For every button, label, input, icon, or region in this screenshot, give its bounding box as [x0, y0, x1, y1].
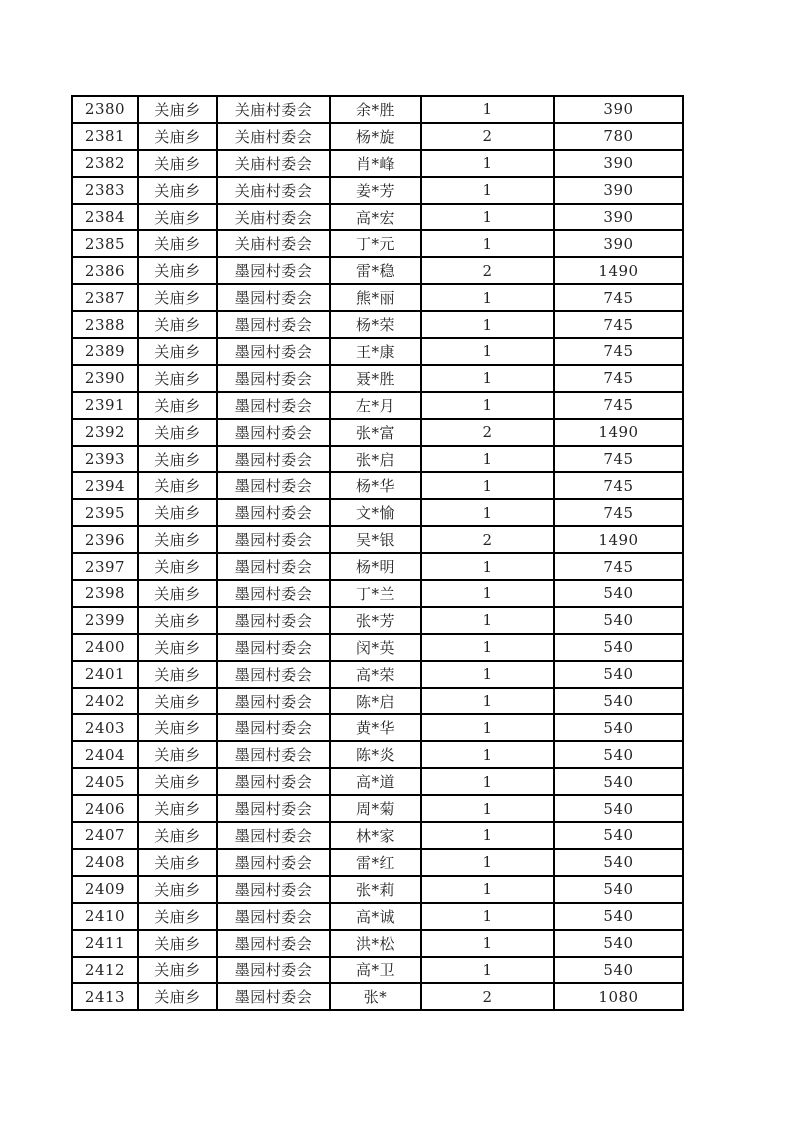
- cell-township: 关庙乡: [138, 446, 217, 473]
- cell-person-name: 高*宏: [330, 204, 421, 231]
- cell-serial: 2409: [72, 876, 138, 903]
- cell-township: 关庙乡: [138, 930, 217, 957]
- cell-amount: 540: [554, 795, 683, 822]
- cell-township: 关庙乡: [138, 230, 217, 257]
- table-row: [72, 983, 683, 1010]
- table-row: [72, 419, 683, 446]
- cell-person-name: 洪*松: [330, 930, 421, 957]
- cell-count: 1: [421, 499, 554, 526]
- table-row: [72, 553, 683, 580]
- cell-count: 1: [421, 795, 554, 822]
- table-row: [72, 957, 683, 984]
- cell-serial: 2404: [72, 741, 138, 768]
- cell-township: 关庙乡: [138, 96, 217, 123]
- cell-township: 关庙乡: [138, 177, 217, 204]
- cell-count: 1: [421, 741, 554, 768]
- cell-count: 1: [421, 472, 554, 499]
- cell-village-committee: 墨园村委会: [217, 795, 330, 822]
- cell-amount: 540: [554, 768, 683, 795]
- cell-serial: 2393: [72, 446, 138, 473]
- cell-serial: 2382: [72, 150, 138, 177]
- table-row: [72, 472, 683, 499]
- cell-township: 关庙乡: [138, 553, 217, 580]
- cell-amount: 540: [554, 822, 683, 849]
- cell-count: 1: [421, 204, 554, 231]
- cell-village-committee: 墨园村委会: [217, 741, 330, 768]
- records-table: [71, 95, 684, 1011]
- cell-person-name: 高*诚: [330, 903, 421, 930]
- cell-amount: 745: [554, 311, 683, 338]
- cell-person-name: 林*家: [330, 822, 421, 849]
- table-row: [72, 96, 683, 123]
- cell-village-committee: 墨园村委会: [217, 419, 330, 446]
- cell-township: 关庙乡: [138, 365, 217, 392]
- cell-person-name: 张*启: [330, 446, 421, 473]
- cell-amount: 1490: [554, 419, 683, 446]
- table-row: [72, 876, 683, 903]
- cell-amount: 390: [554, 204, 683, 231]
- cell-person-name: 张*芳: [330, 607, 421, 634]
- cell-serial: 2388: [72, 311, 138, 338]
- table-row: [72, 607, 683, 634]
- cell-amount: 540: [554, 741, 683, 768]
- cell-township: 关庙乡: [138, 257, 217, 284]
- table-row: [72, 822, 683, 849]
- cell-person-name: 雷*稳: [330, 257, 421, 284]
- cell-village-committee: 墨园村委会: [217, 257, 330, 284]
- cell-amount: 1490: [554, 526, 683, 553]
- cell-person-name: 黄*华: [330, 714, 421, 741]
- cell-serial: 2392: [72, 419, 138, 446]
- cell-village-committee: 关庙村委会: [217, 150, 330, 177]
- records-table-body: [72, 96, 683, 1010]
- cell-village-committee: 墨园村委会: [217, 768, 330, 795]
- cell-village-committee: 关庙村委会: [217, 123, 330, 150]
- cell-township: 关庙乡: [138, 472, 217, 499]
- cell-count: 1: [421, 688, 554, 715]
- cell-count: 1: [421, 150, 554, 177]
- cell-township: 关庙乡: [138, 150, 217, 177]
- cell-serial: 2410: [72, 903, 138, 930]
- table-row: [72, 150, 683, 177]
- cell-village-committee: 墨园村委会: [217, 392, 330, 419]
- cell-serial: 2406: [72, 795, 138, 822]
- cell-amount: 745: [554, 365, 683, 392]
- cell-count: 1: [421, 311, 554, 338]
- cell-amount: 540: [554, 849, 683, 876]
- cell-township: 关庙乡: [138, 688, 217, 715]
- cell-amount: 1080: [554, 983, 683, 1010]
- cell-amount: 540: [554, 903, 683, 930]
- cell-village-committee: 墨园村委会: [217, 634, 330, 661]
- cell-serial: 2380: [72, 96, 138, 123]
- cell-count: 1: [421, 365, 554, 392]
- cell-person-name: 高*荣: [330, 661, 421, 688]
- table-row: [72, 741, 683, 768]
- cell-count: 1: [421, 930, 554, 957]
- cell-count: 1: [421, 338, 554, 365]
- cell-township: 关庙乡: [138, 849, 217, 876]
- cell-person-name: 熊*丽: [330, 284, 421, 311]
- cell-village-committee: 墨园村委会: [217, 876, 330, 903]
- cell-serial: 2402: [72, 688, 138, 715]
- cell-village-committee: 墨园村委会: [217, 446, 330, 473]
- cell-count: 1: [421, 714, 554, 741]
- cell-count: 1: [421, 822, 554, 849]
- cell-amount: 780: [554, 123, 683, 150]
- cell-serial: 2391: [72, 392, 138, 419]
- cell-township: 关庙乡: [138, 983, 217, 1010]
- cell-count: 1: [421, 903, 554, 930]
- cell-person-name: 周*菊: [330, 795, 421, 822]
- cell-amount: 390: [554, 230, 683, 257]
- cell-count: 1: [421, 446, 554, 473]
- cell-amount: 390: [554, 177, 683, 204]
- cell-count: 1: [421, 634, 554, 661]
- table-row: [72, 580, 683, 607]
- cell-amount: 745: [554, 284, 683, 311]
- table-row: [72, 204, 683, 231]
- cell-township: 关庙乡: [138, 957, 217, 984]
- table-row: [72, 284, 683, 311]
- cell-serial: 2384: [72, 204, 138, 231]
- table-row: [72, 499, 683, 526]
- cell-amount: 540: [554, 634, 683, 661]
- cell-person-name: 文*愉: [330, 499, 421, 526]
- cell-serial: 2395: [72, 499, 138, 526]
- cell-township: 关庙乡: [138, 795, 217, 822]
- cell-village-committee: 墨园村委会: [217, 472, 330, 499]
- cell-serial: 2389: [72, 338, 138, 365]
- cell-serial: 2407: [72, 822, 138, 849]
- cell-serial: 2397: [72, 553, 138, 580]
- cell-person-name: 张*富: [330, 419, 421, 446]
- cell-township: 关庙乡: [138, 392, 217, 419]
- table-row: [72, 661, 683, 688]
- cell-count: 2: [421, 419, 554, 446]
- table-row: [72, 634, 683, 661]
- cell-amount: 745: [554, 472, 683, 499]
- cell-amount: 540: [554, 714, 683, 741]
- table-row: [72, 446, 683, 473]
- table-row: [72, 230, 683, 257]
- table-row: [72, 930, 683, 957]
- cell-village-committee: 墨园村委会: [217, 365, 330, 392]
- cell-person-name: 杨*华: [330, 472, 421, 499]
- cell-count: 2: [421, 257, 554, 284]
- cell-township: 关庙乡: [138, 607, 217, 634]
- cell-count: 1: [421, 849, 554, 876]
- cell-count: 1: [421, 392, 554, 419]
- cell-person-name: 高*卫: [330, 957, 421, 984]
- table-row: [72, 338, 683, 365]
- cell-amount: 540: [554, 580, 683, 607]
- cell-township: 关庙乡: [138, 634, 217, 661]
- cell-count: 1: [421, 607, 554, 634]
- cell-count: 1: [421, 768, 554, 795]
- cell-amount: 745: [554, 553, 683, 580]
- cell-person-name: 丁*兰: [330, 580, 421, 607]
- cell-serial: 2399: [72, 607, 138, 634]
- cell-serial: 2411: [72, 930, 138, 957]
- cell-count: 1: [421, 957, 554, 984]
- table-row: [72, 688, 683, 715]
- cell-count: 1: [421, 876, 554, 903]
- cell-amount: 540: [554, 957, 683, 984]
- cell-serial: 2408: [72, 849, 138, 876]
- cell-village-committee: 墨园村委会: [217, 849, 330, 876]
- cell-count: 1: [421, 284, 554, 311]
- cell-village-committee: 墨园村委会: [217, 903, 330, 930]
- cell-township: 关庙乡: [138, 338, 217, 365]
- cell-count: 2: [421, 983, 554, 1010]
- cell-amount: 540: [554, 661, 683, 688]
- cell-count: 2: [421, 123, 554, 150]
- cell-village-committee: 墨园村委会: [217, 714, 330, 741]
- cell-person-name: 杨*明: [330, 553, 421, 580]
- cell-township: 关庙乡: [138, 580, 217, 607]
- cell-count: 1: [421, 553, 554, 580]
- table-row: [72, 365, 683, 392]
- cell-village-committee: 关庙村委会: [217, 230, 330, 257]
- table-row: [72, 714, 683, 741]
- cell-village-committee: 墨园村委会: [217, 499, 330, 526]
- cell-amount: 390: [554, 150, 683, 177]
- cell-village-committee: 墨园村委会: [217, 338, 330, 365]
- cell-township: 关庙乡: [138, 499, 217, 526]
- cell-serial: 2398: [72, 580, 138, 607]
- cell-township: 关庙乡: [138, 526, 217, 553]
- cell-village-committee: 墨园村委会: [217, 688, 330, 715]
- cell-village-committee: 墨园村委会: [217, 580, 330, 607]
- cell-person-name: 姜*芳: [330, 177, 421, 204]
- cell-serial: 2381: [72, 123, 138, 150]
- table-row: [72, 903, 683, 930]
- cell-serial: 2396: [72, 526, 138, 553]
- cell-amount: 390: [554, 96, 683, 123]
- cell-township: 关庙乡: [138, 419, 217, 446]
- cell-serial: 2387: [72, 284, 138, 311]
- cell-amount: 1490: [554, 257, 683, 284]
- cell-person-name: 高*道: [330, 768, 421, 795]
- cell-person-name: 左*月: [330, 392, 421, 419]
- cell-serial: 2394: [72, 472, 138, 499]
- cell-amount: 745: [554, 392, 683, 419]
- cell-village-committee: 墨园村委会: [217, 553, 330, 580]
- cell-person-name: 王*康: [330, 338, 421, 365]
- cell-person-name: 余*胜: [330, 96, 421, 123]
- cell-serial: 2412: [72, 957, 138, 984]
- cell-village-committee: 墨园村委会: [217, 957, 330, 984]
- cell-person-name: 肖*峰: [330, 150, 421, 177]
- cell-village-committee: 墨园村委会: [217, 526, 330, 553]
- cell-count: 1: [421, 580, 554, 607]
- cell-village-committee: 墨园村委会: [217, 930, 330, 957]
- cell-serial: 2390: [72, 365, 138, 392]
- table-row: [72, 849, 683, 876]
- cell-serial: 2413: [72, 983, 138, 1010]
- cell-township: 关庙乡: [138, 876, 217, 903]
- cell-person-name: 聂*胜: [330, 365, 421, 392]
- cell-village-committee: 关庙村委会: [217, 96, 330, 123]
- cell-count: 2: [421, 526, 554, 553]
- cell-serial: 2385: [72, 230, 138, 257]
- cell-township: 关庙乡: [138, 284, 217, 311]
- cell-township: 关庙乡: [138, 204, 217, 231]
- cell-person-name: 张*莉: [330, 876, 421, 903]
- cell-amount: 745: [554, 446, 683, 473]
- cell-person-name: 陈*启: [330, 688, 421, 715]
- cell-township: 关庙乡: [138, 822, 217, 849]
- cell-person-name: 陈*炎: [330, 741, 421, 768]
- cell-amount: 745: [554, 499, 683, 526]
- cell-township: 关庙乡: [138, 741, 217, 768]
- cell-village-committee: 墨园村委会: [217, 607, 330, 634]
- cell-village-committee: 墨园村委会: [217, 284, 330, 311]
- cell-count: 1: [421, 177, 554, 204]
- cell-village-committee: 关庙村委会: [217, 177, 330, 204]
- cell-amount: 540: [554, 876, 683, 903]
- cell-person-name: 杨*旋: [330, 123, 421, 150]
- cell-amount: 540: [554, 688, 683, 715]
- cell-village-committee: 墨园村委会: [217, 661, 330, 688]
- cell-township: 关庙乡: [138, 123, 217, 150]
- cell-village-committee: 墨园村委会: [217, 311, 330, 338]
- cell-count: 1: [421, 96, 554, 123]
- cell-count: 1: [421, 661, 554, 688]
- cell-village-committee: 墨园村委会: [217, 983, 330, 1010]
- cell-township: 关庙乡: [138, 768, 217, 795]
- cell-township: 关庙乡: [138, 903, 217, 930]
- cell-person-name: 雷*红: [330, 849, 421, 876]
- table-row: [72, 123, 683, 150]
- cell-count: 1: [421, 230, 554, 257]
- table-row: [72, 392, 683, 419]
- cell-serial: 2405: [72, 768, 138, 795]
- cell-person-name: 杨*荣: [330, 311, 421, 338]
- cell-township: 关庙乡: [138, 714, 217, 741]
- table-row: [72, 311, 683, 338]
- cell-serial: 2400: [72, 634, 138, 661]
- cell-township: 关庙乡: [138, 661, 217, 688]
- cell-serial: 2403: [72, 714, 138, 741]
- cell-person-name: 吴*银: [330, 526, 421, 553]
- cell-serial: 2383: [72, 177, 138, 204]
- cell-township: 关庙乡: [138, 311, 217, 338]
- table-row: [72, 177, 683, 204]
- cell-amount: 540: [554, 607, 683, 634]
- cell-amount: 540: [554, 930, 683, 957]
- cell-serial: 2386: [72, 257, 138, 284]
- table-row: [72, 257, 683, 284]
- cell-person-name: 张*: [330, 983, 421, 1010]
- table-row: [72, 768, 683, 795]
- table-row: [72, 526, 683, 553]
- cell-serial: 2401: [72, 661, 138, 688]
- cell-person-name: 闵*英: [330, 634, 421, 661]
- cell-amount: 745: [554, 338, 683, 365]
- table-row: [72, 795, 683, 822]
- cell-village-committee: 墨园村委会: [217, 822, 330, 849]
- cell-person-name: 丁*元: [330, 230, 421, 257]
- cell-village-committee: 关庙村委会: [217, 204, 330, 231]
